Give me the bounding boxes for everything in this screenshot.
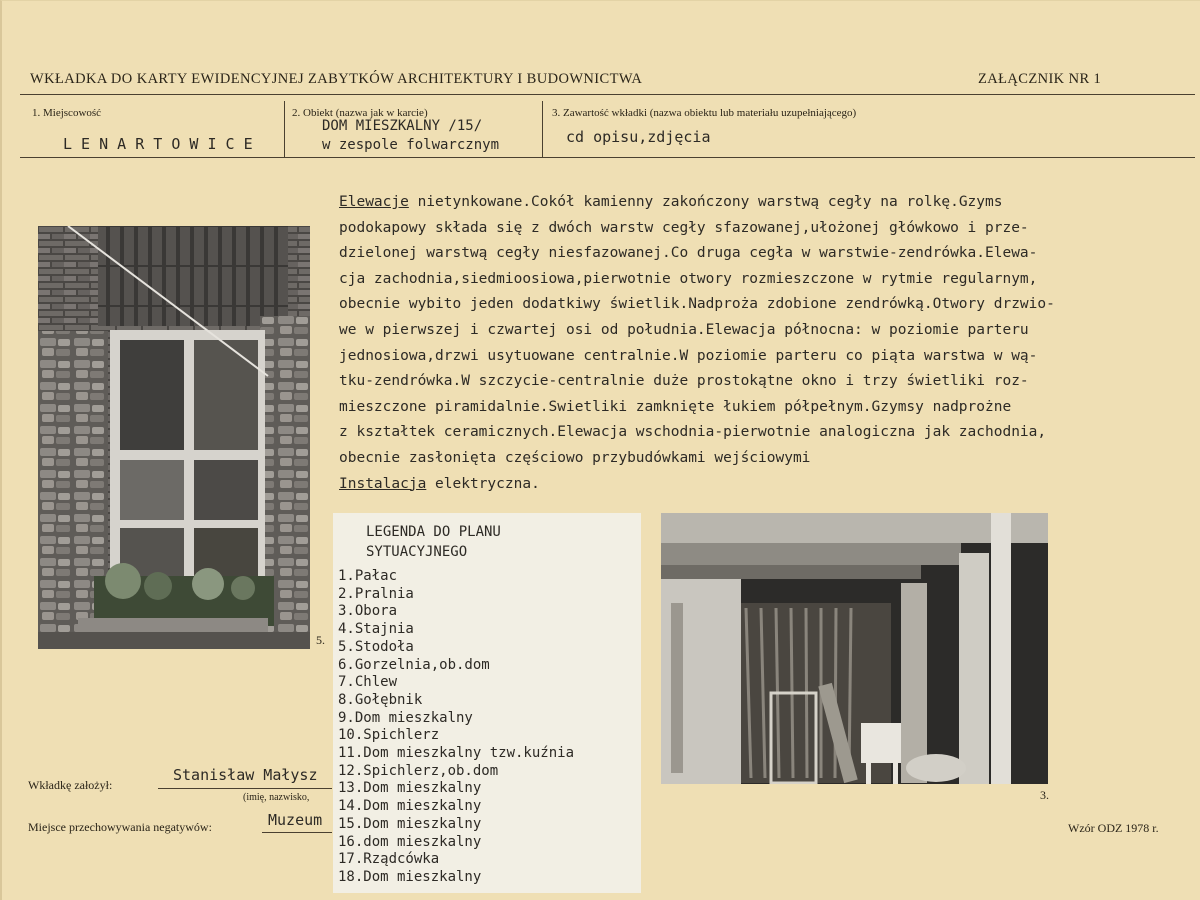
description-line: dzielonej warstwą cegły niesfazowanej.Co druga cegła w warstwie-zendrówka.Elewa- (339, 245, 1038, 262)
object-label: 2. Obiekt (nazwa jak w karcie) (292, 107, 428, 119)
description-line: obecnie wybito jeden dodatkiwy świetlik.Nadproża zdobione zendrówką.Otwory drzwio- (339, 296, 1055, 313)
legend-item: 4.Stajnia (338, 621, 414, 638)
legend-item: 5.Stodoła (338, 638, 414, 655)
header-rule (20, 94, 1195, 95)
legend-item: 9.Dom mieszkalny (338, 709, 473, 726)
storage-label: Miejsce przechowywania negatywów: (28, 820, 212, 834)
legend-item: 11.Dom mieszkalny tzw.kuźnia (338, 745, 575, 762)
form-pattern: Wzór ODZ 1978 r. (1068, 821, 1159, 835)
legend-item: 13.Dom mieszkalny (338, 780, 482, 797)
photo-left-number: 5. (316, 633, 325, 647)
object-value-line2: w zespole folwarcznym (322, 137, 500, 153)
legend-item: 2.Pralnia (338, 585, 414, 602)
fields-rule (20, 157, 1195, 158)
heading-elevations: Elewacje (339, 194, 409, 210)
legend-item: 14.Dom mieszkalny (338, 798, 482, 815)
author-note: (imię, nazwisko, (243, 792, 310, 803)
legend-item: 15.Dom mieszkalny (338, 815, 482, 832)
author-value: Stanisław Małysz (173, 766, 318, 784)
legend-item: 17.Rządcówka (338, 851, 440, 868)
legend-item: 7.Chlew (338, 674, 398, 691)
attachment-number: ZAŁĄCZNIK NR 1 (978, 71, 1102, 87)
author-underline (158, 788, 332, 789)
description-line: obecnie zasłonięta częściowo przybudówkami wejściowymi (339, 449, 811, 466)
storage-value: Muzeum (268, 811, 323, 829)
legend-item: 16.dom mieszkalny (338, 833, 482, 850)
legend-title: LEGENDA DO PLANU SYTUACYJNEGO (366, 524, 501, 560)
legend-list (338, 568, 574, 887)
object-value-line1: DOM MIESZKALNY /15/ (322, 118, 483, 134)
description-line: Instalacja elektryczna. (339, 475, 540, 492)
description-line: Elewacje nietynkowane.Cokół kamienny zakończony warstwą cegły na rolkę.Gzyms (339, 194, 1003, 210)
description-line: we w pierwszej i czwartej osi od południa.Elewacja północna: w poziomie parteru (339, 321, 1029, 338)
description-line: cja zachodnia,siedmioosiowa,pierwotnie otwory rozmieszczone w rytmie regularnym, (339, 270, 1038, 287)
legend-item: 10.Spichlerz (338, 727, 440, 744)
legend-item: 3.Obora (338, 603, 398, 620)
contents-label: 3. Zawartość wkładki (nazwa obiektu lub materiału uzupełniającego) (552, 107, 857, 119)
legend-item: 8.Gołębnik (338, 691, 423, 708)
storage-underline (262, 832, 332, 833)
legend-item: 6.Gorzelnia,ob.dom (338, 656, 490, 673)
contents-value: cd opisu,zdjęcia (566, 128, 711, 146)
author-label: Wkładkę założył: (28, 778, 113, 792)
description-line: podokapowy składa się z dwóch warstw cegły sfazowanej,ułożonej główkowo i prze- (339, 219, 1029, 236)
legend-item: 1.Pałac (338, 568, 398, 584)
heading-installation: Instalacja (339, 475, 427, 492)
description-line: mieszczone piramidalnie.Swietliki zamknięte łukiem półpełnym.Gzymsy nadprożne (339, 398, 1012, 415)
photo-right-number: 3. (1040, 788, 1049, 802)
card-title: WKŁADKA DO KARTY EWIDENCYJNEJ ZABYTKÓW ARCHITEKTURY I BUDOWNICTWA (30, 71, 643, 87)
field-divider-2 (542, 101, 543, 157)
description-line: jednosiowa,drzwi usytuowane centralnie.W poziomie parteru co piąta warstwa w wą- (339, 347, 1038, 364)
photo-window (38, 226, 310, 649)
photo-shed-interior (661, 513, 1048, 784)
locality-value: L E N A R T O W I C E (63, 135, 253, 153)
legend-item: 12.Spichlerz,ob.dom (338, 762, 499, 779)
field-divider-1 (284, 101, 285, 157)
locality-label: 1. Miejscowość (32, 107, 102, 119)
legend-item: 18.Dom mieszkalny (338, 868, 482, 885)
description-line: z kształtek ceramicznych.Elewacja wschodnia-pierwotnie analogiczna jak zachodnia, (339, 424, 1047, 441)
description-line: tku-zendrówka.W szczycie-centralnie duże prostokątne okno i trzy świetliki roz- (339, 373, 1029, 390)
description-text (339, 190, 1179, 497)
